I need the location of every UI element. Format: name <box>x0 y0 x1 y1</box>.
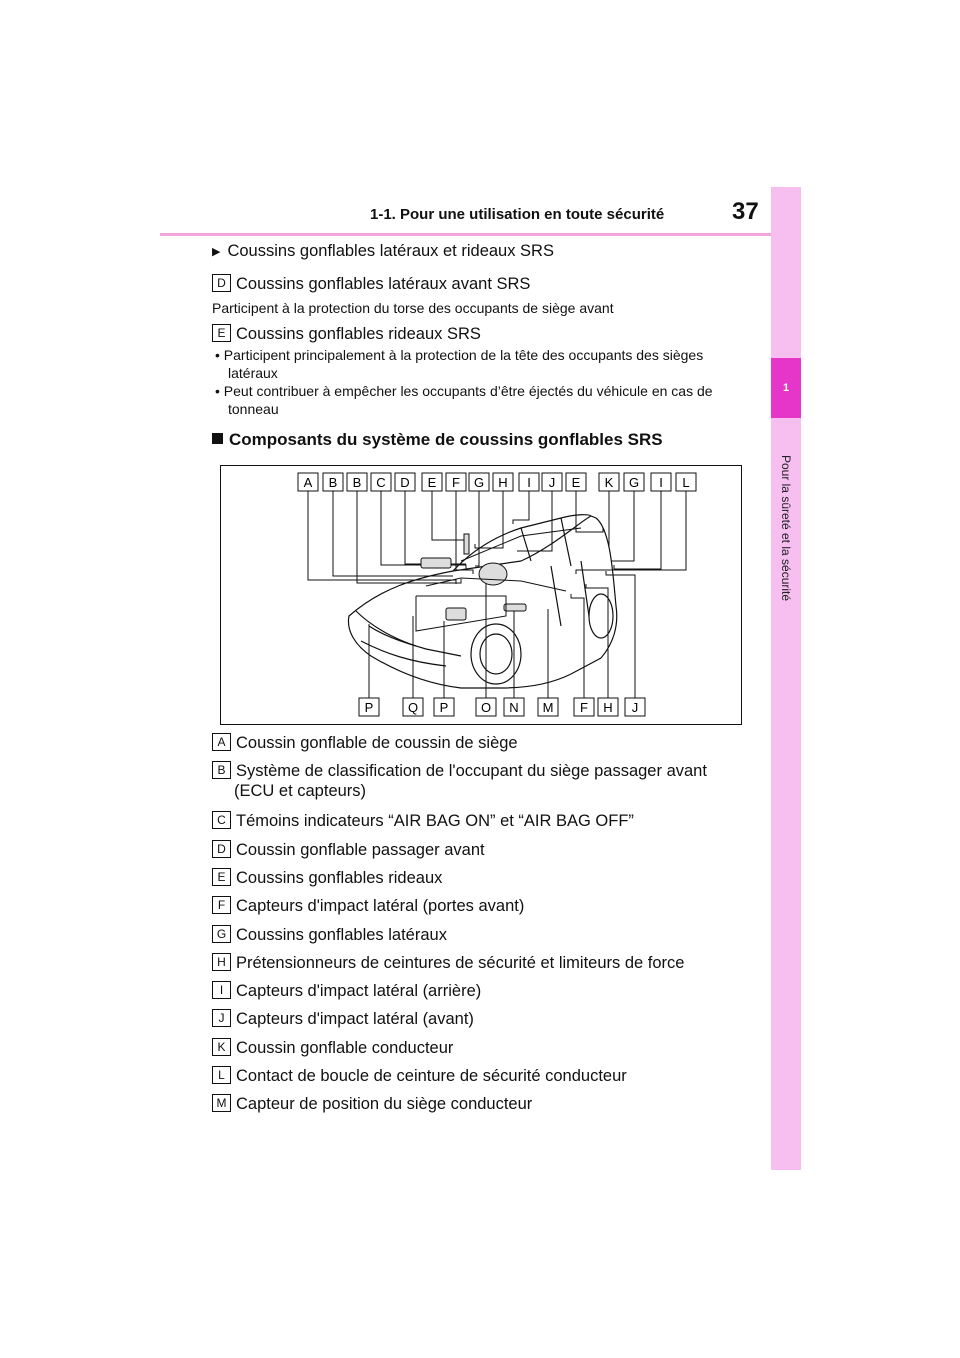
header-rule <box>160 233 772 236</box>
car-diagram-svg <box>221 466 741 724</box>
srs-ecu <box>446 608 466 620</box>
label-box: E <box>212 324 231 342</box>
passenger-airbag-module <box>421 558 451 568</box>
diagram-label-H <box>493 473 513 491</box>
legend-text: Capteurs d'impact latéral (portes avant) <box>236 897 525 916</box>
legend-text: Coussin gonflable passager avant <box>236 840 485 859</box>
diagram-label-N <box>504 698 524 716</box>
diagram-label-E <box>566 473 586 491</box>
srs-components-diagram <box>220 465 742 725</box>
diagram-label-G <box>469 473 489 491</box>
svg-text:H: H <box>603 700 613 715</box>
legend-item <box>212 733 518 753</box>
diagram-label-L <box>676 473 696 491</box>
legend-text: Témoins indicateurs “AIR BAG ON” et “AIR BAG OFF” <box>236 812 634 831</box>
diagram-label-C <box>371 473 391 491</box>
chapter-side-strip <box>771 187 801 1170</box>
square-bullet-icon <box>212 433 223 444</box>
diagram-label-J <box>542 473 562 491</box>
legend-text: Prétensionneurs de ceintures de sécurité et limiteurs de force <box>236 953 685 972</box>
legend-item <box>212 811 634 831</box>
triangle-bullet-icon: ▶ <box>212 246 221 258</box>
label-box: F <box>212 896 231 914</box>
diagram-label-P <box>434 698 454 716</box>
callout-line <box>586 584 608 698</box>
svg-text:B: B <box>328 475 338 490</box>
legend-text: Capteurs d'impact latéral (arrière) <box>236 982 482 1001</box>
diagram-label-M <box>538 698 558 716</box>
diagram-label-O <box>476 698 496 716</box>
svg-text:A: A <box>303 475 313 490</box>
diagram-label-D <box>395 473 415 491</box>
label-box: B <box>212 761 231 779</box>
seat-position-sensor <box>504 604 526 611</box>
svg-text:K: K <box>604 475 614 490</box>
callout-line <box>606 571 635 698</box>
legend-item <box>212 1038 453 1058</box>
svg-text:P: P <box>439 700 449 715</box>
callout-line <box>614 491 661 569</box>
legend-item <box>212 981 481 1001</box>
diagram-label-B <box>347 473 367 491</box>
bullet-item: • Peut contribuer à empêcher les occupants d’être éjectés du véhicule en cas de tonneau <box>215 383 713 417</box>
driver-airbag-module <box>479 563 507 585</box>
diagram-label-I <box>651 473 671 491</box>
label-box: M <box>212 1094 231 1112</box>
legend-text: Système de classification de l'occupant du siège passager avant <box>236 762 707 781</box>
svg-text:J: J <box>548 475 556 490</box>
legend-item <box>212 1094 532 1114</box>
label-box: J <box>212 1009 231 1027</box>
callout-line <box>576 491 603 532</box>
label-box: A <box>212 733 231 751</box>
label-box: G <box>212 925 231 943</box>
legend-text: Coussin gonflable de coussin de siège <box>236 734 518 752</box>
diagram-label-H <box>598 698 618 716</box>
callout-line <box>381 491 466 569</box>
callout-line <box>571 594 584 698</box>
legend-text: Coussin gonflable conducteur <box>236 1038 454 1057</box>
label-box: D <box>212 274 231 292</box>
diagram-label-K <box>599 473 619 491</box>
legend-item <box>212 1066 627 1086</box>
legend-item <box>212 868 442 888</box>
svg-text:N: N <box>509 700 519 715</box>
airbag-modules <box>421 534 526 620</box>
label-box: K <box>212 1038 231 1056</box>
chapter-tab[interactable]: 1 <box>771 358 801 418</box>
legend-item <box>212 1009 474 1029</box>
bullet-item: • Participent principalement à la protection de la tête des occupants des sièges latéraux <box>215 347 704 381</box>
legend-item <box>212 761 707 801</box>
callout-line <box>513 491 529 524</box>
legend-item <box>212 925 447 945</box>
svg-text:J: J <box>631 700 639 715</box>
legend-text: Coussins gonflables latéraux <box>236 925 447 944</box>
svg-text:F: F <box>580 700 588 715</box>
label-box: E <box>212 868 231 886</box>
car-outline <box>348 515 616 688</box>
svg-text:Q: Q <box>407 700 419 715</box>
item-e-bullets <box>212 346 752 418</box>
legend-item <box>212 840 485 860</box>
label-box: I <box>212 981 231 999</box>
legend-item <box>212 953 684 973</box>
legend-text: Capteurs d'impact latéral (avant) <box>236 1010 474 1029</box>
svg-text:P: P <box>364 700 374 715</box>
callout-line <box>357 491 461 583</box>
subsection-heading: ▶ Coussins gonflables latéraux et rideaux SRS <box>212 242 554 260</box>
svg-text:I: I <box>659 475 663 490</box>
item-d-heading: D Coussins gonflables latéraux avant SRS <box>212 274 530 294</box>
chapter-title-vertical: Pour la sûreté et la sécurité <box>779 454 793 602</box>
page-number: 37 <box>732 198 759 225</box>
diagram-label-G <box>624 473 644 491</box>
callout-line <box>432 491 469 540</box>
legend-item <box>212 896 524 916</box>
diagram-label-A <box>298 473 318 491</box>
legend-text: Capteur de position du siège conducteur <box>236 1095 533 1114</box>
svg-text:I: I <box>527 475 531 490</box>
label-box: L <box>212 1066 231 1084</box>
legend-text: Coussins gonflables rideaux <box>236 868 443 887</box>
svg-text:E: E <box>571 475 581 490</box>
label-box: C <box>212 811 231 829</box>
label-box: D <box>212 840 231 858</box>
svg-text:C: C <box>376 475 386 490</box>
callout-line <box>308 491 456 584</box>
diagram-label-J <box>625 698 645 716</box>
svg-text:L: L <box>682 475 690 490</box>
svg-text:F: F <box>452 475 460 490</box>
svg-text:G: G <box>628 475 640 490</box>
svg-text:B: B <box>352 475 362 490</box>
diagram-label-I <box>519 473 539 491</box>
section-title: Composants du système de coussins gonflables SRS <box>212 430 663 450</box>
item-d-note: Participent à la protection du torse des occupants de siège avant <box>212 300 614 316</box>
item-e-heading: E Coussins gonflables rideaux SRS <box>212 324 481 344</box>
diagram-label-F <box>574 698 594 716</box>
legend-text-continued: (ECU et capteurs) <box>234 782 367 801</box>
svg-text:G: G <box>473 475 485 490</box>
section-header-title: 1-1. Pour une utilisation en toute sécurité <box>370 206 665 223</box>
curtain-airbag-module <box>464 534 469 554</box>
svg-text:H: H <box>498 475 508 490</box>
callout-line <box>405 491 466 564</box>
diagram-label-Q <box>403 698 423 716</box>
svg-text:E: E <box>427 475 437 490</box>
label-box: H <box>212 953 231 971</box>
svg-text:M: M <box>542 700 554 715</box>
svg-text:D: D <box>400 475 410 490</box>
diagram-label-B <box>323 473 343 491</box>
diagram-label-P <box>359 698 379 716</box>
svg-text:O: O <box>480 700 492 715</box>
legend-text: Contact de boucle de ceinture de sécurité conducteur <box>236 1067 627 1085</box>
callout-line <box>456 491 473 574</box>
diagram-label-E <box>422 473 442 491</box>
diagram-label-F <box>446 473 466 491</box>
callout-line <box>611 491 634 561</box>
